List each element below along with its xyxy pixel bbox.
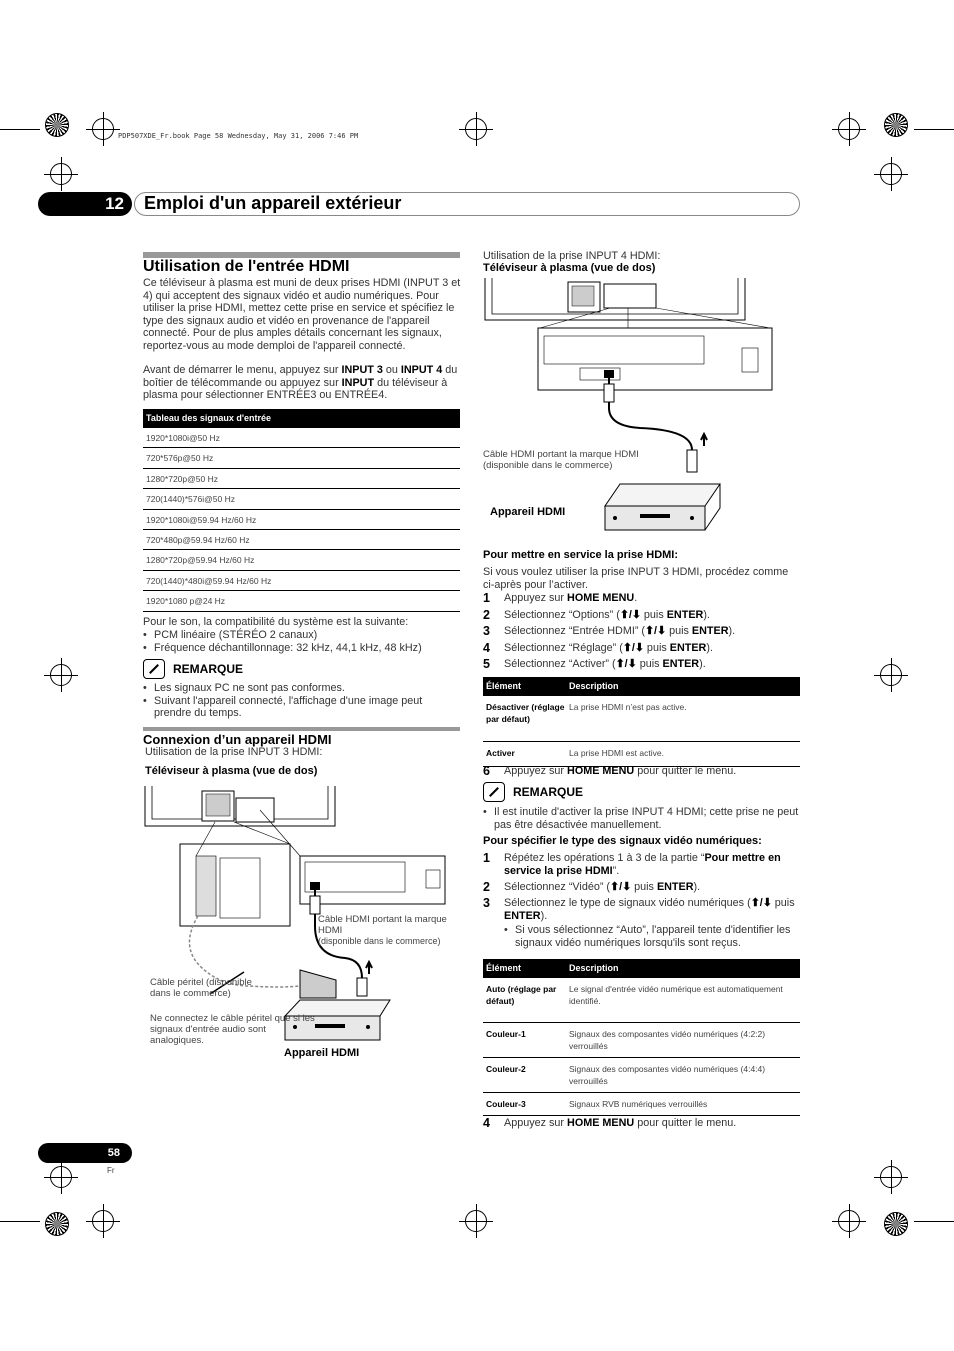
crosshair-mark [880, 664, 902, 686]
signal-row: 1920*1080i@59.94 Hz/60 Hz [143, 510, 460, 530]
section-title: Utilisation de l'entrée HDMI [143, 258, 350, 275]
crosshair-mark [838, 1210, 860, 1232]
registration-rose-bottom-right [884, 1212, 908, 1236]
enable-step: 5 Sélectionnez “Activer” (⬆/⬇ puis ENTER). [483, 657, 706, 671]
sound-list [143, 629, 461, 654]
signal-row: 720*480p@59.94 Hz/60 Hz [143, 530, 460, 550]
input4-caption: Utilisation de la prise INPUT 4 HDMI: [483, 250, 661, 262]
crosshair-mark [838, 118, 860, 140]
enable-intro: Si vous voulez utiliser la prise INPUT 3 HDMI, procédez comme ci-après pour l’activer. [483, 566, 789, 591]
video-step-bullet [504, 924, 801, 949]
video-step: 2 Sélectionnez “Vidéo” (⬆/⬇ puis ENTER). [483, 880, 701, 894]
hdmi-input4-diagram [480, 278, 780, 540]
enable-step: 4 Sélectionnez “Réglage” (⬆/⬇ puis ENTER). [483, 641, 713, 655]
signal-table [143, 409, 460, 612]
signal-row: 1920*1080i@50 Hz [143, 428, 460, 448]
chapter-number: 12 [38, 192, 132, 216]
hdmi-cable-label-right: Câble HDMI portant la marque HDMI (disponible dans le commerce) [483, 449, 639, 471]
list-item: • Les signaux PC ne sont pas conformes. [143, 682, 461, 695]
pencil-note-icon [143, 659, 165, 679]
crop-mark [0, 1221, 40, 1222]
crosshair-mark [92, 118, 114, 140]
crosshair-mark [92, 1210, 114, 1232]
enable-step: 6 Appuyez sur HOME MENU pour quitter le menu. [483, 764, 737, 778]
chapter-title: Emploi d'un appareil extérieur [144, 193, 402, 213]
table-row: Couleur-2 Signaux des composantes vidéo numériques (4:4:4) verrouillés [483, 1058, 800, 1093]
crosshair-mark [50, 1166, 72, 1188]
intro-paragraph: Ce téléviseur à plasma est muni de deux prises HDMI (INPUT 3 et 4) qui acceptent des signaux vidéo et audio numériques. Pour utiliser la prise HDMI, mettez cette prise en service et spécifiez le type des signaux audio et vidéo en provenance de l'appareil connecté. Pour de plus amples détails concernant les signaux, reportez-vous au mode demploi de l'appareil connecté. [143, 277, 461, 352]
enable-title: Pour mettre en service la prise HDMI: [483, 549, 679, 561]
input3-caption: Utilisation de la prise INPUT 3 HDMI: [145, 746, 323, 758]
signal-table-header: Tableau des signaux d'entrée [143, 409, 460, 428]
table-row: Couleur-3 Signaux RVB numériques verrouillés [483, 1093, 800, 1116]
crosshair-mark [50, 163, 72, 185]
hdmi-cable-availability: (disponible dans le commerce) [318, 936, 441, 946]
signal-row: 1280*720p@59.94 Hz/60 Hz [143, 550, 460, 570]
enable-step: 2 Sélectionnez “Options” (⬆/⬇ puis ENTER). [483, 608, 710, 622]
table-row: Auto (réglage par défaut) Le signal d'entrée vidéo numérique est automatiquement identifié. [483, 978, 800, 1023]
note-list [143, 682, 461, 720]
signal-row: 720(1440)*576i@50 Hz [143, 489, 460, 509]
crosshair-mark [465, 118, 487, 140]
tv-rear-label: Téléviseur à plasma (vue de dos) [145, 765, 318, 777]
table-header: Élément Description [483, 959, 800, 978]
registration-rose-top-right [884, 113, 908, 137]
registration-rose-bottom-left [45, 1212, 69, 1236]
registration-rose-top-left [45, 113, 69, 137]
signal-row: 720*576p@50 Hz [143, 448, 460, 468]
list-item: • Si vous sélectionnez “Auto”, l'appareil tente d'identifier les signaux vidéo numériques lorsqu'ils sont reçus. [504, 924, 801, 949]
device-label-left: Appareil HDMI [284, 1047, 360, 1059]
subsection-title: Connexion d’un appareil HDMI [143, 732, 332, 747]
note-title: REMARQUE [513, 785, 584, 799]
sound-intro: Pour le son, la compatibilité du système est la suivante: [143, 616, 409, 628]
section-rule [143, 727, 460, 731]
peritel-cable-label: Câble péritel (disponible dans le commerce) [150, 977, 252, 999]
crosshair-mark [50, 664, 72, 686]
crosshair-mark [465, 1210, 487, 1232]
note-heading [143, 659, 243, 679]
list-item: • Fréquence déchantillonnage: 32 kHz, 44,1 kHz, 48 kHz) [143, 642, 461, 655]
table-row: Couleur-1 Signaux des composantes vidéo numériques (4:2:2) verrouillés [483, 1023, 800, 1058]
table-header: Élément Description [483, 677, 800, 696]
page-number: 58 [38, 1143, 132, 1163]
device-label-right: Appareil HDMI [490, 506, 566, 518]
peritel-note: Ne connectez le câble péritel que si les signaux d'entrée audio sont analogiques. [150, 1013, 315, 1046]
video-table [483, 959, 800, 1116]
list-item: • Il est inutile d'activer la prise INPUT 4 HDMI; cette prise ne peut pas être désactivée manuellement. [483, 806, 801, 831]
crop-mark [0, 129, 40, 130]
video-step: 1 Répétez les opérations 1 à 3 de la partie “Pour mettre en service la prise HDMI”. [483, 851, 781, 877]
video-title: Pour spécifier le type des signaux vidéo numériques: [483, 835, 762, 847]
crosshair-mark [880, 1166, 902, 1188]
before-menu-paragraph: Avant de démarrer le menu, appuyez sur INPUT 3 ou INPUT 4 du boîtier de télécommande ou appuyez sur INPUT du téléviseur à plasma pour sélectionner ENTRÉE3 ou ENTRÉE4. [143, 364, 458, 402]
crosshair-mark [880, 163, 902, 185]
file-header: PDP507XDE_Fr.book Page 58 Wednesday, May 31, 2006 7:46 PM [118, 132, 359, 140]
list-item: • PCM linéaire (STÉRÉO 2 canaux) [143, 629, 461, 642]
table-row: Activer La prise HDMI est active. [483, 742, 800, 767]
signal-row: 1920*1080 p@24 Hz [143, 591, 460, 611]
tv-rear-label-right: Téléviseur à plasma (vue de dos) [483, 262, 656, 274]
note-title: REMARQUE [173, 662, 244, 676]
page-language: Fr [107, 1166, 115, 1175]
enable-step: 1 Appuyez sur HOME MENU. [483, 591, 638, 605]
table-row: Désactiver (réglage par défaut) La prise HDMI n’est pas active. [483, 696, 800, 742]
enable-step: 3 Sélectionnez “Entrée HDMI” (⬆/⬇ puis ENTER). [483, 624, 736, 638]
signal-row: 720(1440)*480i@59.94 Hz/60 Hz [143, 571, 460, 591]
note-heading [483, 782, 583, 802]
crop-mark [914, 1221, 954, 1222]
crop-mark [914, 129, 954, 130]
video-step: 4 Appuyez sur HOME MENU pour quitter le menu. [483, 1116, 737, 1130]
list-item: • Suivant l'appareil connecté, l'affichage d'une image peut prendre du temps. [143, 695, 461, 720]
hdmi-cable-label: Câble HDMI portant la marque HDMI [318, 914, 447, 936]
note-list [483, 806, 801, 831]
signal-row: 1280*720p@50 Hz [143, 469, 460, 489]
enable-table [483, 677, 800, 767]
pencil-note-icon [483, 782, 505, 802]
video-step: 3 Sélectionnez le type de signaux vidéo numériques (⬆/⬇ puis ENTER). [483, 896, 795, 922]
